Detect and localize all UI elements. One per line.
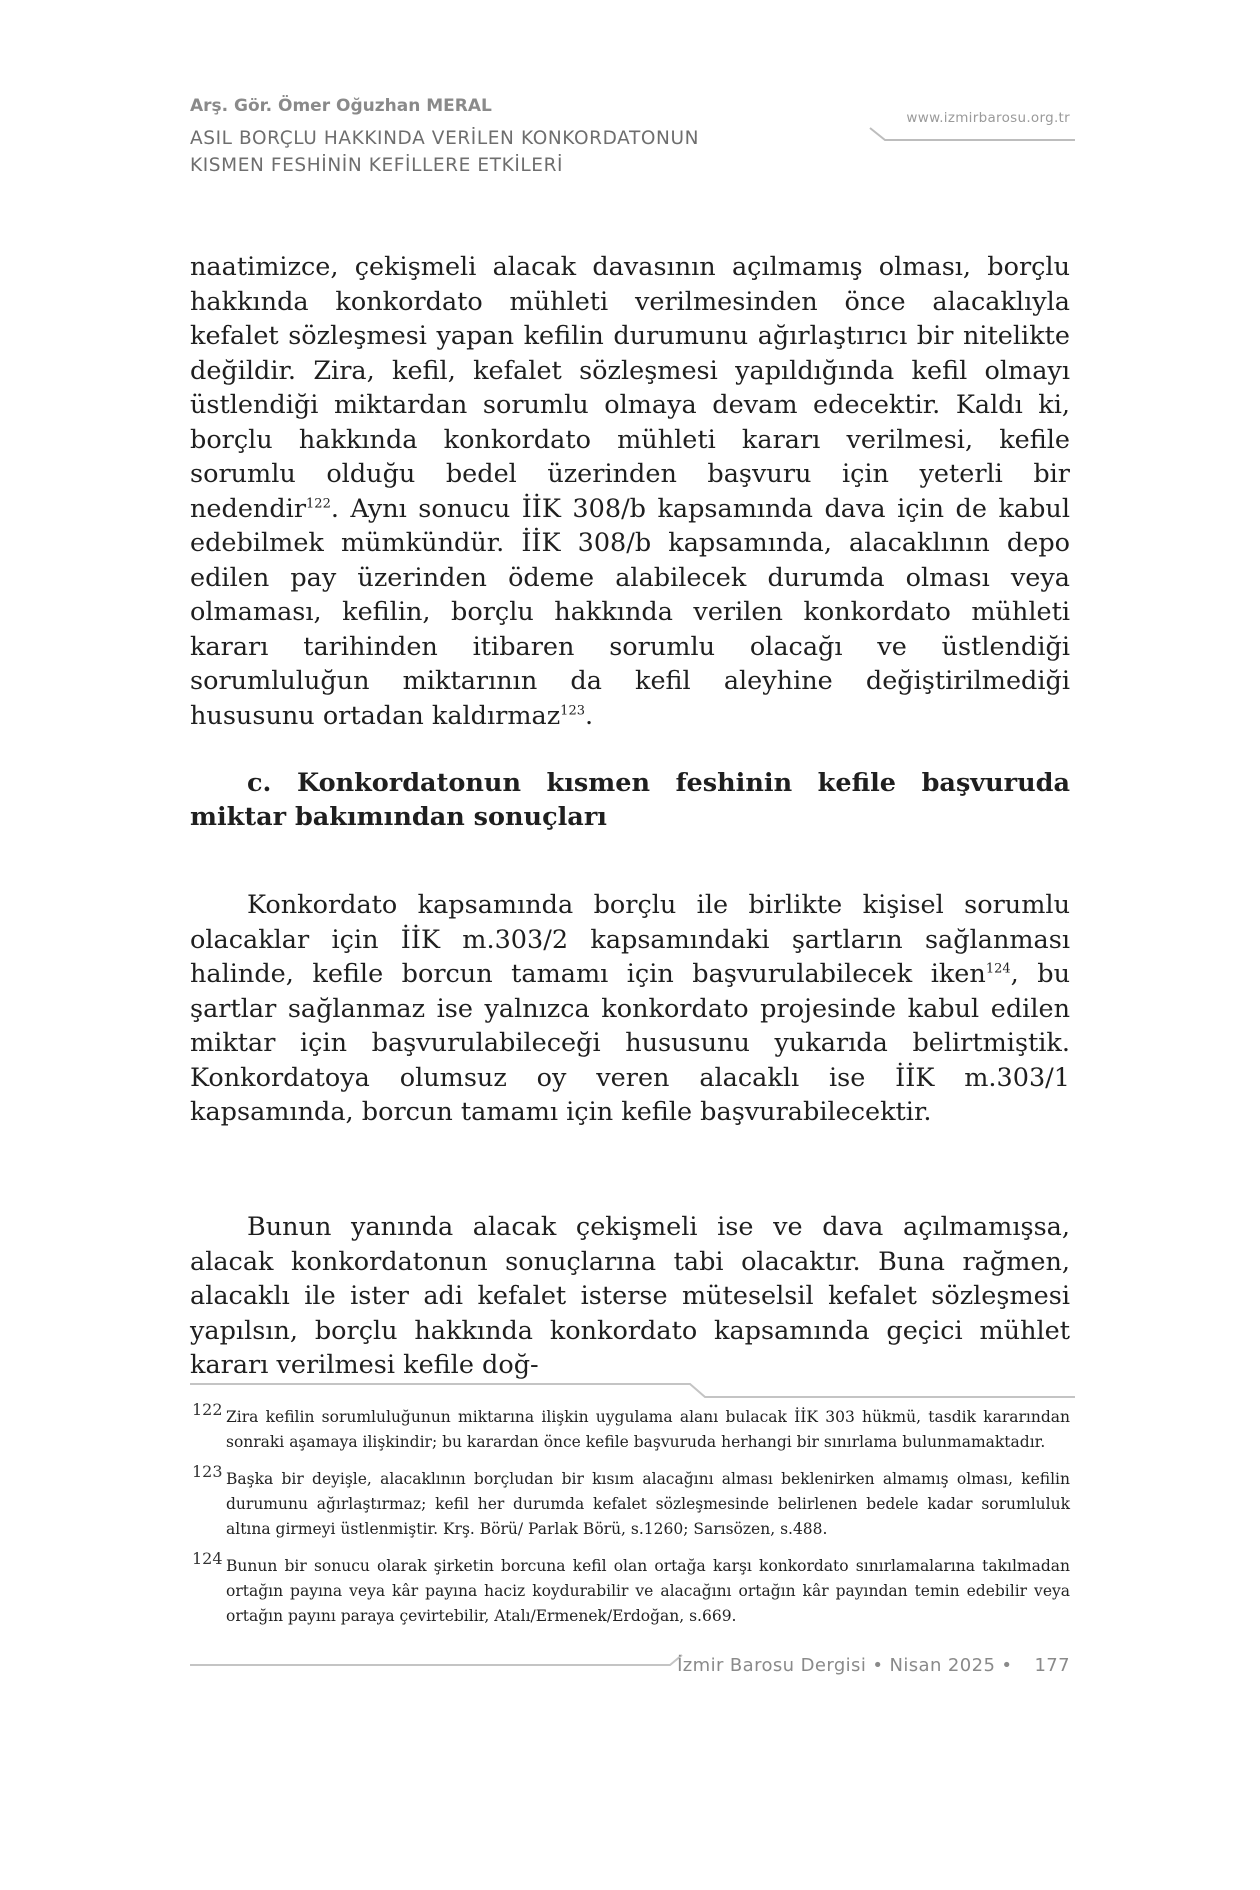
author-name: Arş. Gör. Ömer Oğuzhan MERAL: [190, 96, 492, 116]
footer-rule: [190, 1655, 682, 1665]
footnote-123: [190, 1462, 1070, 1542]
footnote-ref-122[interactable]: 122: [306, 496, 331, 511]
page-footer: [677, 1655, 1070, 1676]
footnotes-section: [190, 1400, 1070, 1641]
page-header: [190, 96, 1090, 186]
footnote-number: 122: [192, 1400, 223, 1419]
footnote-text: Zira kefilin sorumluluğunun miktarına ilişkin uygulama alanı bulacak İİK 303 hükmü, tasdik kararından sonraki aşamaya ilişkindir; bu karardan önce kefile başvuruda herhangi bir sınırlama bulunmamaktadır.: [226, 1408, 1070, 1451]
footnote-122: [190, 1400, 1070, 1455]
page-number: 177: [1034, 1655, 1070, 1676]
footnote-divider: [190, 1384, 1075, 1397]
body-paragraph-2: Konkordato kapsamında borçlu ile birlikte kişisel sorumlu olacaklar için İİK m.303/2 kapsamındaki şartların sağlanması halinde, kefile borcun tamamı için başvurulabilecek iken$^{124}$, bu şartlar sağlanmaz ise yalnızca konkordato projesinde kabul edilen miktar için başvurulabileceği hususunu yukarıda belirtmiştik. Konkordatoya olumsuz oy veren alacaklı ise İİK m.303/1 kapsamında, borcun tamamı için kefile başvurabilecektir.: [190, 890, 1070, 1127]
footnote-124: [190, 1549, 1070, 1629]
section-heading: c. Konkordatonun kısmen feshinin kefile başvuruda miktar bakımından sonuçları: [190, 768, 1070, 832]
footnote-ref-124[interactable]: 124: [985, 961, 1011, 977]
article-title-line-1: ASIL BORÇLU HAKKINDA VERİLEN KONKORDATONUN: [190, 128, 700, 149]
footnote-number: 123: [192, 1462, 223, 1481]
footnote-text: Bunun bir sonucu olarak şirketin borcuna kefil olan ortağa karşı konkordato sınırlamalarına takılmadan ortağın payına veya kâr payına haciz koydurabilir ve alacağını ortağın kâr payından temin edebilir veya ortağın payını paraya çevirtebilir, Atalı/Ermenek/Erdoğan, s.669.: [226, 1557, 1070, 1625]
article-title-line-2: KISMEN FESHİNİN KEFİLLERE ETKİLERİ: [190, 155, 564, 176]
journal-name: İzmir Barosu Dergisi • Nisan 2025 •: [677, 1655, 1013, 1676]
website-url: www.izmirbarosu.org.tr: [906, 110, 1070, 126]
body-paragraph-1: naatimizce, çekişmeli alacak davasının açılmamış olması, borçlu hakkında konkordato mühleti verilmesinden önce alacaklıyla kefalet sözleşmesi yapan kefilin durumunu ağırlaştırıcı bir nitelikte değildir. Zira, kefil, kefalet sözleşmesi yapıldığında kefil olmayı üstlendiği miktardan sorumlu olmaya devam edecektir. Kaldı ki, borçlu hakkında konkordato mühleti kararı verilmesi, kefile sorumlu olduğu bedel üzerinden başvuru için yeterli bir nedendir$^{122}$. Aynı sonucu İİK 308/b kapsamında dava için de kabul edebilmek mümkündür. İİK 308/b kapsamında, alacaklının depo edilen pay üzerinden ödeme alabilecek durumda olması veya olmaması, kefilin, borçlu hakkında verilen konkordato mühleti kararı tarihinden itibaren sorumlu olacağı ve üstlendiği sorumluluğun miktarının da kefil aleyhine değiştirilmediği hususunu ortadan kaldırmaz$^{123}$.: [190, 252, 1070, 731]
footnote-ref-123[interactable]: 123: [560, 703, 585, 718]
body-paragraph-3: Bunun yanında alacak çekişmeli ise ve dava açılmamışsa, alacak konkordatonun sonuçlarına tabi olacaktır. Buna rağmen, alacaklı ile ister adi kefalet isterse müteselsil kefalet sözleşmesi yapılsın, borçlu hakkında konkordato kapsamında geçici mühlet kararı verilmesi kefile doğ-: [190, 1212, 1070, 1380]
footnote-number: 124: [192, 1549, 223, 1568]
footnote-text: Başka bir deyişle, alacaklının borçludan bir kısım alacağını alması beklenirken almamış olması, kefilin durumunu ağırlaştırmaz; kefil her durumda kefalet sözleşmesinde belirlenen bedele kadar sorumluluk altına girmeyi üstlenmiştir. Krş. Börü/ Parlak Börü, s.1260; Sarısözen, s.488.: [226, 1470, 1070, 1538]
